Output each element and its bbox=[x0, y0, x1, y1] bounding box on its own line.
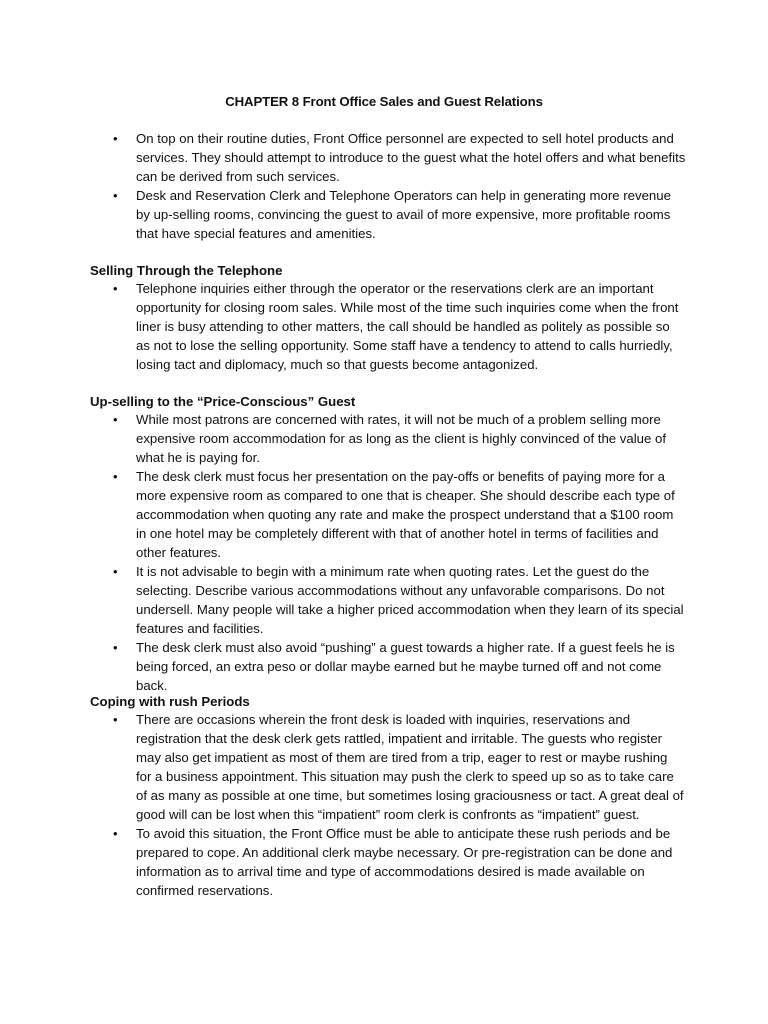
list-item bbox=[0, 186, 686, 243]
list-item-text: Telephone inquiries either through the operator or the reservations clerk are an important opportunity for closing room sales. While most of the time such inquiries come when the front liner is busy attending to other matters, the call should be handled as politely as possible so as not to lose the selling opportunity. Some staff have a tendency to attend to calls hurriedly, losing tact and diplomacy, much so that guests become antagonized. bbox=[136, 281, 679, 372]
list-item bbox=[0, 824, 686, 900]
section-heading: Up-selling to the “Price-Conscious” Guest bbox=[90, 394, 356, 409]
section-bullet-list bbox=[0, 410, 768, 695]
bullet-icon: • bbox=[113, 131, 118, 146]
bullet-icon: • bbox=[113, 640, 118, 655]
bullet-icon: • bbox=[113, 412, 118, 427]
list-item-text: The desk clerk must focus her presentation on the pay-offs or benefits of paying more for a more expensive room as compared to one that is cheaper. She should describe each type of accommodation when quoting any rate and make the prospect understand that a $100 room in one hotel may be completely different with that of another hotel in terms of facilities and other features. bbox=[136, 469, 675, 560]
section-bullet-list bbox=[0, 279, 768, 374]
bullet-icon: • bbox=[113, 188, 118, 203]
list-item-text: It is not advisable to begin with a minimum rate when quoting rates. Let the guest do the selecting. Describe various accommodations without any unfavorable comparisons. Do not undersell. Many people will take a higher priced accommodation when they learn of its special features and facilities. bbox=[136, 564, 684, 636]
list-item-text: The desk clerk must also avoid “pushing” a guest towards a higher rate. If a guest feels he is being forced, an extra peso or dollar maybe earned but he maybe turned off and not come back. bbox=[136, 640, 675, 693]
list-item-text: While most patrons are concerned with rates, it will not be much of a problem selling more expensive room accommodation for as long as the client is highly convinced of the value of what he is paying for. bbox=[136, 412, 666, 465]
section-heading: Coping with rush Periods bbox=[90, 694, 250, 709]
bullet-icon: • bbox=[113, 564, 118, 579]
list-item bbox=[0, 129, 686, 186]
list-item-text: Desk and Reservation Clerk and Telephone Operators can help in generating more revenue by up-selling rooms, convincing the guest to avail of more expensive, more profitable rooms that have special features and amenities. bbox=[136, 188, 671, 241]
bullet-icon: • bbox=[113, 469, 118, 484]
section-bullet-list bbox=[0, 710, 768, 900]
list-item bbox=[0, 279, 686, 374]
page-title: CHAPTER 8 Front Office Sales and Guest Relations bbox=[225, 94, 543, 109]
list-item-text: To avoid this situation, the Front Office must be able to anticipate these rush periods and be prepared to cope. An additional clerk maybe necessary. Or pre-registration can be done and information as to arrival time and type of accommodations desired is made available on confirmed reservations. bbox=[136, 826, 673, 898]
bullet-icon: • bbox=[113, 826, 118, 841]
intro-bullet-list bbox=[0, 129, 768, 243]
list-item bbox=[0, 710, 686, 824]
list-item bbox=[0, 562, 686, 638]
bullet-icon: • bbox=[113, 281, 118, 296]
list-item bbox=[0, 467, 686, 562]
list-item bbox=[0, 638, 686, 695]
bullet-icon: • bbox=[113, 712, 118, 727]
list-item bbox=[0, 410, 686, 467]
list-item-text: There are occasions wherein the front desk is loaded with inquiries, reservations and registration that the desk clerk gets rattled, impatient and irritable. The guests who register may also get impatient as most of them are tired from a trip, eager to rest or maybe rushing for a business appointment. This situation may push the clerk to speed up so as to take care of as many as possible at one time, but sometimes losing graciousness or tact. A great deal of good will can be lost when this “impatient” room clerk is confronts as “impatient” guest. bbox=[136, 712, 684, 822]
section-heading: Selling Through the Telephone bbox=[90, 263, 283, 278]
list-item-text: On top on their routine duties, Front Office personnel are expected to sell hotel products and services. They should attempt to introduce to the guest what the hotel offers and what benefits can be derived from such services. bbox=[136, 131, 686, 184]
